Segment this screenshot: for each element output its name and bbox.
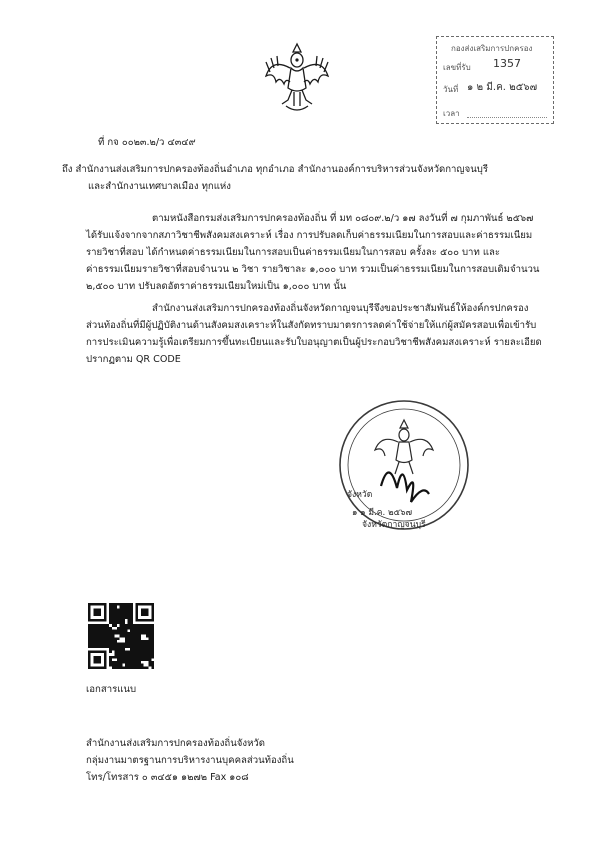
stamp-title: กองส่งเสริมการปกครอง xyxy=(451,44,533,53)
paragraph-1-line-1: ตามหนังสือกรมส่งเสริมการปกครองท้องถิ่น ที่ มท ๐๘๐๙.๒/ว ๑๗ ลงวันที่ ๗ กุมภาพันธ์ ๒๕๖๗ xyxy=(152,213,534,224)
paragraph-2-line-3: การประเมินความรู้เพื่อเตรียมการขึ้นทะเบียนและรับใบอนุญาตเป็นผู้ประกอบวิชาชีพสังคมสงเคราะห์ รายละเอียด xyxy=(86,337,542,348)
footer-line-3: โทร/โทรสาร ๐ ๓๔๕๑ ๑๒๗๒ Fax ๑๐๘ xyxy=(86,772,249,783)
paragraph-1-line-2: ได้รับแจ้งจากจากสภาวิชาชีพสังคมสงเคราะห์ เรื่อง การปรับลดเก็บค่าธรรมเนียมในการสอบและค่าธรรมเนียม xyxy=(86,230,533,241)
qr-code[interactable] xyxy=(88,603,154,669)
seal-text-bottom: จังหวัดกาญจนบุรี xyxy=(362,520,426,530)
seal-date: ๑ ๑ มี.ค. ๒๕๖๗ xyxy=(352,508,413,518)
seal-text-top: จังหวัด xyxy=(347,490,373,500)
seal-garuda-icon xyxy=(375,420,433,474)
stamp-time-label: เวลา xyxy=(443,109,460,118)
document-number: ที่ กจ ๐๐๒๓.๒/ว ๔๓๔๙ xyxy=(98,137,196,148)
paragraph-2-line-1: สำนักงานส่งเสริมการปกครองท้องถิ่นจังหวัดกาญจนบุรีจึงขอประชาสัมพันธ์ให้องค์กรปกครอง xyxy=(152,303,529,314)
attachment-label: เอกสารแนบ xyxy=(86,684,137,695)
paragraph-1-line-4: ค่าธรรมเนียมรายวิชาที่สอบจำนวน ๒ วิชา รายวิชาละ ๑,๐๐๐ บาท รวมเป็นค่าธรรมเนียมในการสอบเดิมจำนวน xyxy=(86,264,540,275)
footer-line-2: กลุ่มงานมาตรฐานการบริหารงานบุคคลส่วนท้องถิ่น xyxy=(86,755,294,766)
footer-line-1: สำนักงานส่งเสริมการปกครองท้องถิ่นจังหวัด xyxy=(86,738,266,749)
stamp-date: ๑ ๒ มี.ค. ๒๕๖๗ xyxy=(467,82,538,93)
paragraph-2-line-4: ปรากฏตาม QR CODE xyxy=(86,354,181,365)
stamp-number-label: เลขที่รับ xyxy=(443,63,471,72)
paragraph-1-line-5: ๒,๕๐๐ บาท ปรับลดอัตราค่าธรรมเนียมใหม่เป็น ๑,๐๐๐ บาท นั้น xyxy=(86,281,347,292)
garuda-emblem-icon xyxy=(262,38,332,116)
to-line-1: ถึง สำนักงานส่งเสริมการปกครองท้องถิ่นอำเภอ ทุกอำเภอ สำนักงานองค์การบริหารส่วนจังหวัดกาญจนบุรี xyxy=(62,164,488,175)
receive-stamp xyxy=(436,36,554,124)
paragraph-1-line-3: รายวิชาที่สอบ ได้กำหนดค่าธรรมเนียมในการสอบเป็นค่าธรรมเนียมในการสอบ ครั้งละ ๕๐๐ บาท และ xyxy=(86,247,501,258)
to-line-2: และสำนักงานเทศบาลเมือง ทุกแห่ง xyxy=(88,181,231,192)
stamp-date-label: วันที่ xyxy=(443,85,459,94)
signature-icon xyxy=(381,472,429,502)
stamp-number: 1357 xyxy=(493,57,521,70)
paragraph-2-line-2: ส่วนท้องถิ่นที่มีผู้ปฏิบัติงานด้านสังคมสงเคราะห์ในสังกัดทราบมาตรการลดค่าใช้จ่ายให้แก่ผู้สมัครสอบเพื่อเข้ารับ xyxy=(86,320,537,331)
